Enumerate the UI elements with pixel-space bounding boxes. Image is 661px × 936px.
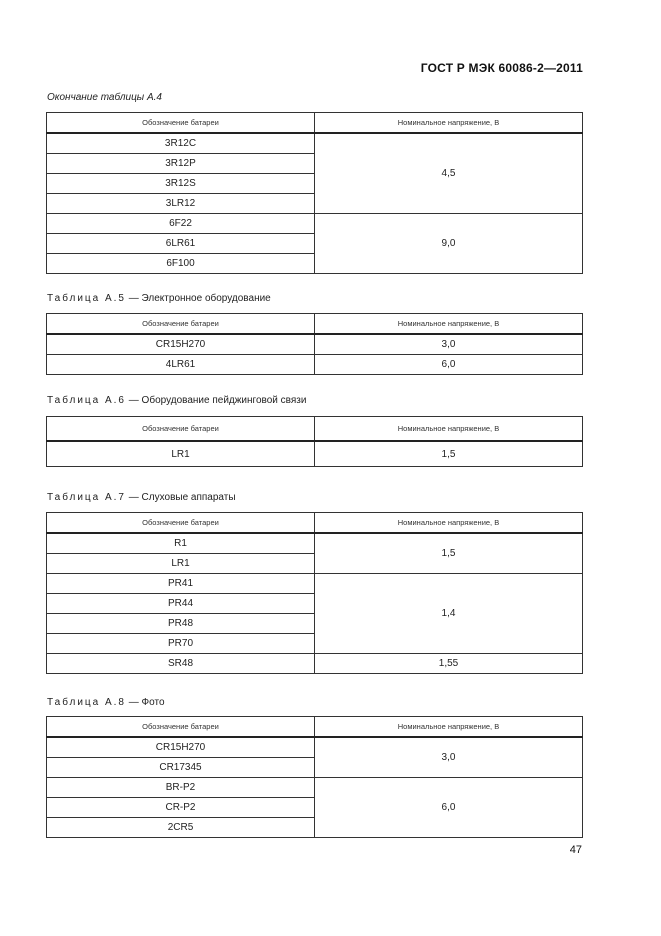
table-a6-label: Таблица А.6 (47, 395, 126, 406)
table-row (47, 737, 583, 758)
battery-cell: SR48 (47, 654, 315, 674)
battery-cell: 6LR61 (47, 234, 315, 254)
table-row (47, 441, 583, 467)
table-a6-caption (47, 395, 306, 406)
table-a7 (46, 512, 583, 674)
battery-cell: PR41 (47, 574, 315, 594)
table-a5-title: — Электронное оборудование (126, 293, 271, 304)
table-a8-title: — Фото (126, 697, 165, 708)
page-number: 47 (569, 844, 582, 856)
battery-cell: CR15H270 (47, 334, 315, 355)
table-row (47, 214, 583, 234)
voltage-cell: 9,0 (315, 214, 583, 274)
battery-cell: R1 (47, 533, 315, 554)
voltage-cell: 4,5 (315, 133, 583, 214)
table-a5-caption (47, 293, 271, 304)
column-header-battery: Обозначение батареи (47, 314, 315, 335)
battery-cell: 4LR61 (47, 355, 315, 375)
voltage-cell: 3,0 (315, 334, 583, 355)
battery-cell: 3R12S (47, 174, 315, 194)
table-a6 (46, 416, 583, 467)
voltage-cell: 6,0 (315, 778, 583, 838)
voltage-cell: 1,4 (315, 574, 583, 654)
column-header-voltage: Номинальное напряжение, В (315, 513, 583, 534)
table-a7-caption (47, 492, 236, 503)
table-a7-label: Таблица А.7 (47, 492, 126, 503)
voltage-cell: 1,5 (315, 533, 583, 574)
column-header-battery: Обозначение батареи (47, 417, 315, 442)
voltage-cell: 6,0 (315, 355, 583, 375)
table-row (47, 778, 583, 798)
table-a8-caption (47, 697, 165, 708)
column-header-voltage: Номинальное напряжение, В (315, 113, 583, 134)
battery-cell: 3R12C (47, 133, 315, 154)
column-header-voltage: Номинальное напряжение, В (315, 717, 583, 738)
battery-cell: CR17345 (47, 758, 315, 778)
battery-cell: 6F100 (47, 254, 315, 274)
column-header-battery: Обозначение батареи (47, 513, 315, 534)
table-row (47, 133, 583, 154)
table-row (47, 533, 583, 554)
table-a6-title: — Оборудование пейджинговой связи (126, 395, 307, 406)
battery-cell: 3R12P (47, 154, 315, 174)
voltage-cell: 1,55 (315, 654, 583, 674)
battery-cell: PR70 (47, 634, 315, 654)
battery-cell: BR-P2 (47, 778, 315, 798)
table-a7-title: — Слуховые аппараты (126, 492, 236, 503)
battery-cell: 6F22 (47, 214, 315, 234)
table-a4-caption: Окончание таблицы А.4 (47, 92, 162, 103)
table-row (47, 574, 583, 594)
table-a8 (46, 716, 583, 838)
battery-cell: PR48 (47, 614, 315, 634)
table-a8-label: Таблица А.8 (47, 697, 126, 708)
document-code: ГОСТ Р МЭК 60086-2—2011 (420, 61, 583, 75)
battery-cell: CR-P2 (47, 798, 315, 818)
column-header-battery: Обозначение батареи (47, 717, 315, 738)
battery-cell: CR15H270 (47, 737, 315, 758)
column-header-voltage: Номинальное напряжение, В (315, 417, 583, 442)
column-header-battery: Обозначение батареи (47, 113, 315, 134)
battery-cell: 2CR5 (47, 818, 315, 838)
table-row (47, 334, 583, 355)
column-header-voltage: Номинальное напряжение, В (315, 314, 583, 335)
table-a4 (46, 112, 583, 274)
table-row (47, 654, 583, 674)
table-a5 (46, 313, 583, 375)
table-row (47, 355, 583, 375)
battery-cell: 3LR12 (47, 194, 315, 214)
battery-cell: LR1 (47, 554, 315, 574)
battery-cell: LR1 (47, 441, 315, 467)
battery-cell: PR44 (47, 594, 315, 614)
voltage-cell: 3,0 (315, 737, 583, 778)
table-a5-label: Таблица А.5 (47, 293, 126, 304)
voltage-cell: 1,5 (315, 441, 583, 467)
